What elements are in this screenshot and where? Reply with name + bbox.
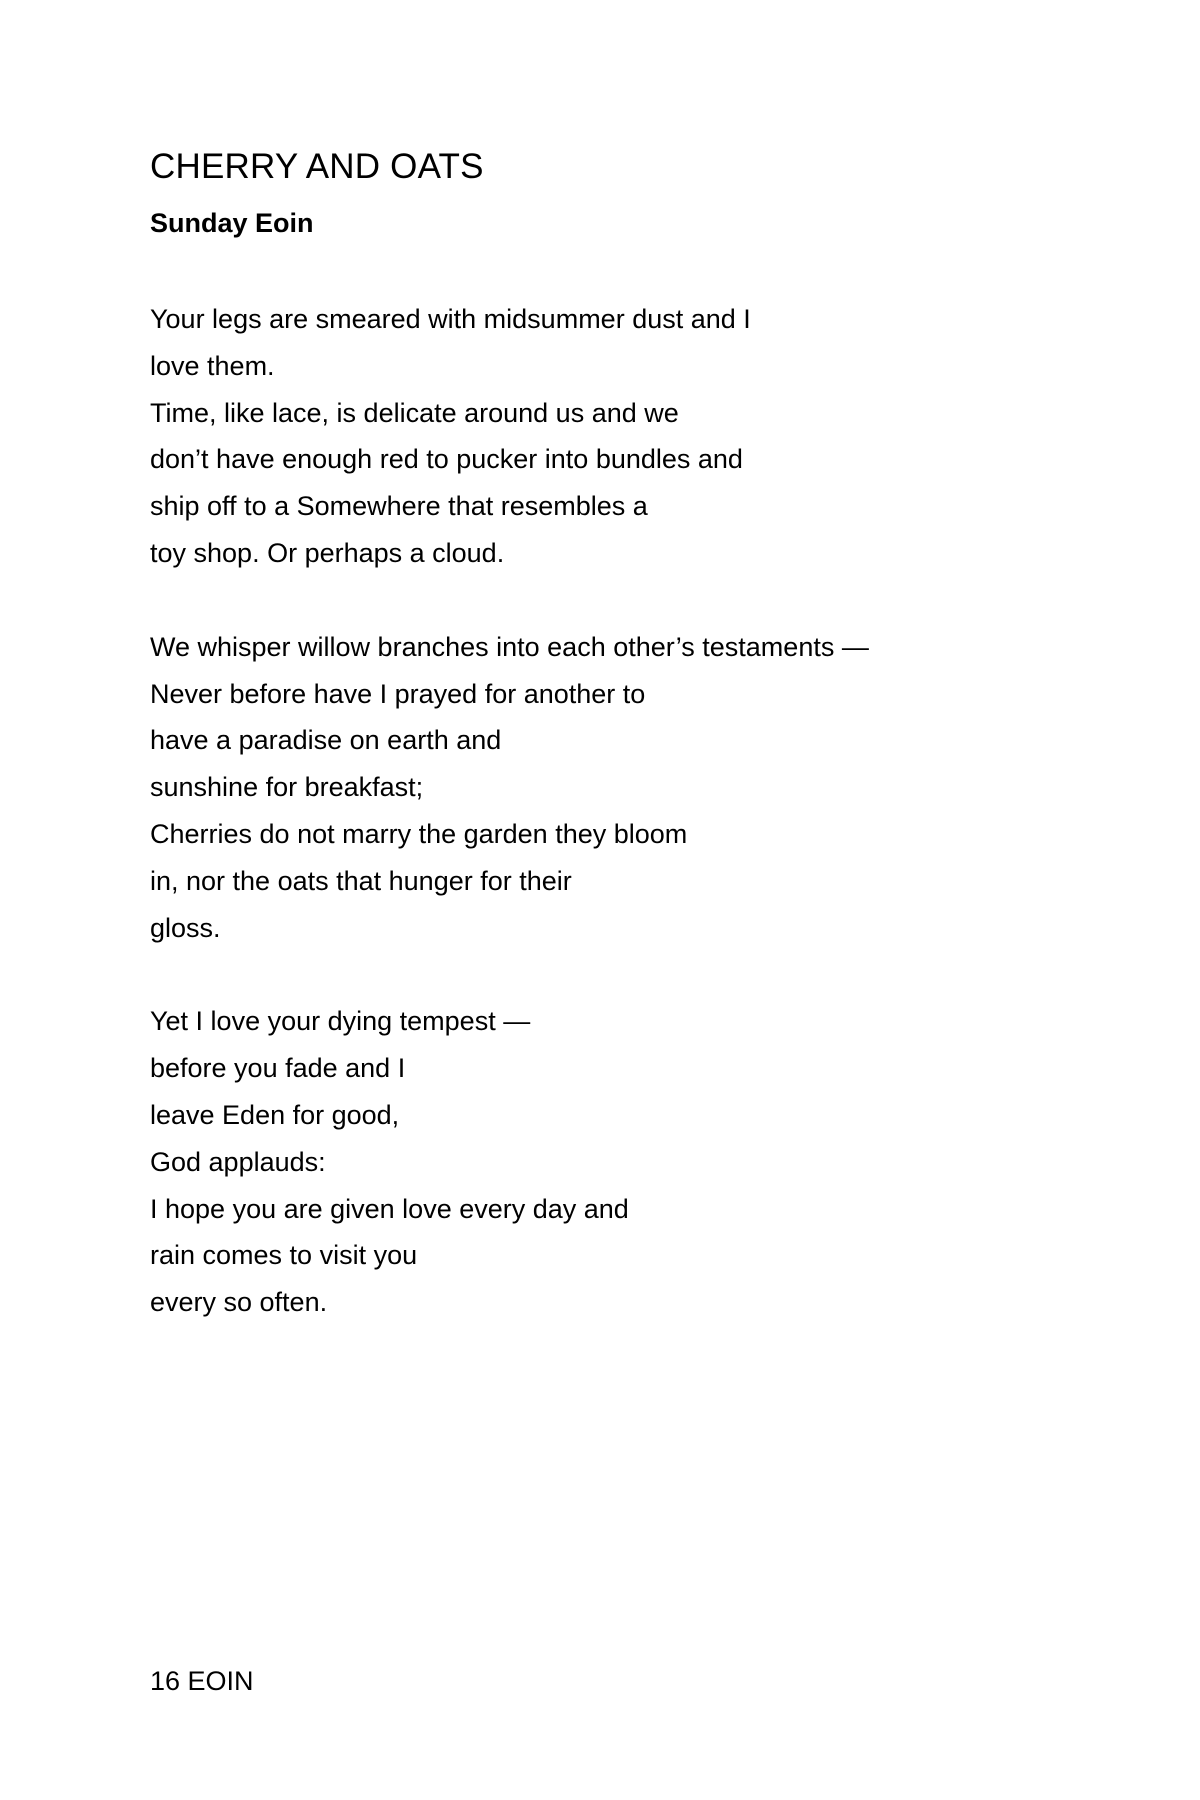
poem-line: gloss. <box>150 912 221 943</box>
poem-line: Yet I love your dying tempest — <box>150 1006 531 1037</box>
poem-line: God applauds: <box>150 1146 326 1177</box>
poem-line: every so often. <box>150 1287 328 1318</box>
poem-body <box>150 296 1110 1373</box>
stanza-2 <box>150 624 1110 952</box>
page-footer: 16 EOIN <box>150 1666 254 1696</box>
stanza-3 <box>150 998 1110 1326</box>
poem-line: We whisper willow branches into each other’s testaments — <box>150 631 869 662</box>
poem-line: Your legs are smeared with midsummer dust and I <box>150 304 751 334</box>
poem-line: Never before have I prayed for another to <box>150 678 646 709</box>
stanza-1 <box>150 296 1110 577</box>
poem-line: I hope you are given love every day and <box>150 1193 629 1224</box>
poem-line: Time, like lace, is delicate around us and we <box>150 397 679 428</box>
poem-line: Cherries do not marry the garden they bloom <box>150 818 688 849</box>
poem-line: in, nor the oats that hunger for their <box>150 865 572 896</box>
poem-line: before you fade and I <box>150 1053 406 1084</box>
poem-line: leave Eden for good, <box>150 1099 400 1130</box>
poem-line: love them. <box>150 350 275 381</box>
poem-line: ship off to a Somewhere that resembles a <box>150 491 648 522</box>
poem-line: don’t have enough red to pucker into bundles and <box>150 444 743 475</box>
poem-line: have a paradise on earth and <box>150 725 502 756</box>
poem-line: rain comes to visit you <box>150 1240 418 1271</box>
poem-title: CHERRY AND OATS <box>150 147 484 186</box>
poem-author: Sunday Eoin <box>150 208 314 238</box>
poem-line: toy shop. Or perhaps a cloud. <box>150 537 505 568</box>
poem-line: sunshine for breakfast; <box>150 772 424 803</box>
